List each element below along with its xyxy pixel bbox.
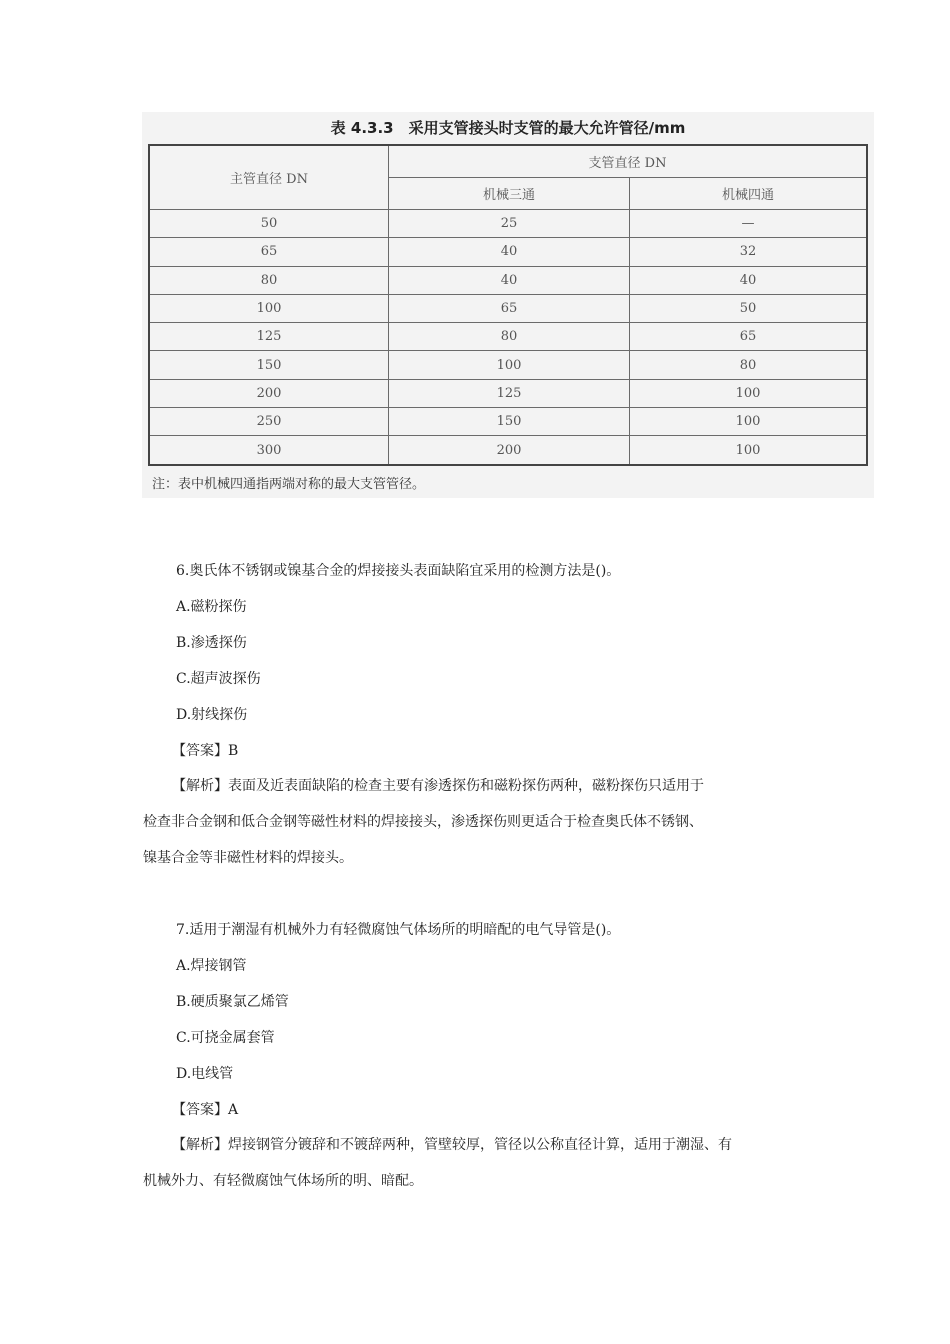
q7-option-c: C.可挠金属套管 [176,1030,275,1046]
table-row [149,238,867,266]
cell-cross: 80 [630,351,868,379]
cell-cross: — [630,210,868,238]
table-row [149,436,867,465]
q6-option-a: A.磁粉探伤 [176,599,247,615]
q6-answer: 【答案】B [172,743,239,759]
table-row [149,294,867,322]
q6-analysis-line1: 【解析】表面及近表面缺陷的检查主要有渗透探伤和磁粉探伤两种，磁粉探伤只适用于 [172,778,704,794]
cell-main: 250 [149,408,389,436]
q7-analysis-line2: 机械外力、有轻微腐蚀气体场所的明、暗配。 [143,1173,423,1189]
cell-tee: 80 [389,323,630,351]
q6-option-c: C.超声波探伤 [176,671,261,687]
cell-main: 100 [149,294,389,322]
table-note: 注：表中机械四通指两端对称的最大支管管径。 [152,477,426,492]
q7-option-b: B.硬质聚氯乙烯管 [176,994,289,1010]
cell-cross: 40 [630,266,868,294]
cell-tee: 100 [389,351,630,379]
q6-option-d: D.射线探伤 [176,707,248,723]
cell-tee: 25 [389,210,630,238]
cell-main: 150 [149,351,389,379]
cell-tee: 40 [389,266,630,294]
cell-cross: 32 [630,238,868,266]
header-mechanical-cross: 机械四通 [630,178,868,210]
q6-question: 6.奥氏体不锈钢或镍基合金的焊接接头表面缺陷宜采用的检测方法是()。 [176,563,621,579]
table-row [149,379,867,407]
cell-tee: 200 [389,436,630,465]
header-mechanical-tee: 机械三通 [389,178,630,210]
cell-main: 300 [149,436,389,465]
cell-cross: 100 [630,379,868,407]
cell-main: 125 [149,323,389,351]
table-row [149,408,867,436]
cell-cross: 100 [630,408,868,436]
cell-tee: 150 [389,408,630,436]
cell-cross: 100 [630,436,868,465]
cell-main: 200 [149,379,389,407]
table-row [149,323,867,351]
q7-analysis-line1: 【解析】焊接钢管分镀辞和不镀辞两种，管壁较厚，管径以公称直径计算，适用于潮湿、有 [172,1137,732,1153]
q6-analysis-line3: 镍基合金等非磁性材料的焊接头。 [143,850,353,866]
cell-tee: 65 [389,294,630,322]
q6-option-b: B.渗透探伤 [176,635,247,651]
cell-tee: 125 [389,379,630,407]
q6-analysis-line2: 检查非合金钢和低合金钢等磁性材料的焊接接头，渗透探伤则更适合于检查奥氏体不锈钢、 [143,814,703,830]
cell-cross: 65 [630,323,868,351]
table-row [149,266,867,294]
cell-main: 65 [149,238,389,266]
q7-option-d: D.电线管 [176,1066,234,1082]
header-branch-pipe: 支管直径 DN [389,145,868,178]
header-main-pipe: 主管直径 DN [149,145,389,210]
q7-option-a: A.焊接钢管 [176,958,247,974]
table-row [149,351,867,379]
cell-main: 50 [149,210,389,238]
cell-tee: 40 [389,238,630,266]
q7-answer: 【答案】A [172,1102,239,1118]
table-title: 表 4.3.3 采用支管接头时支管的最大允许管径/mm [330,119,686,137]
cell-main: 80 [149,266,389,294]
cell-cross: 50 [630,294,868,322]
table-row [149,210,867,238]
pipe-diameter-table [148,144,868,466]
q7-question: 7.适用于潮湿有机械外力有轻微腐蚀气体场所的明暗配的电气导管是()。 [176,922,621,938]
